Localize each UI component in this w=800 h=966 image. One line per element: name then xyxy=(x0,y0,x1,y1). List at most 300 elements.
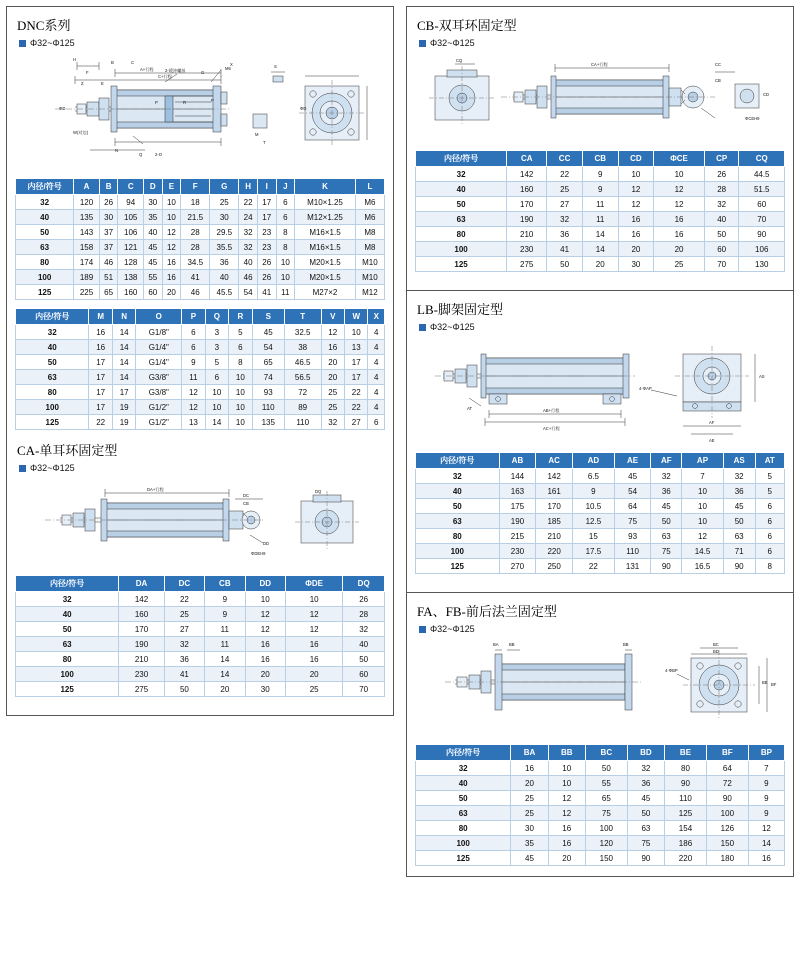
cell: 22 xyxy=(573,559,615,574)
cell: 20 xyxy=(654,242,705,257)
cell: 90 xyxy=(723,559,755,574)
table-row xyxy=(16,622,385,637)
cell: 63 xyxy=(416,514,500,529)
cell: 5 xyxy=(229,325,252,340)
cell: 17 xyxy=(257,210,276,225)
table-row xyxy=(416,182,785,197)
table-row xyxy=(16,415,385,430)
table-row xyxy=(16,355,385,370)
cell: 40 xyxy=(144,225,163,240)
table-row xyxy=(16,637,385,652)
cell: 80 xyxy=(16,385,89,400)
cell: 10 xyxy=(205,385,228,400)
col-header: AB xyxy=(499,453,536,469)
cell: M6 xyxy=(355,210,384,225)
table-row xyxy=(416,227,785,242)
cell: 13 xyxy=(182,415,205,430)
cell: 26 xyxy=(704,167,739,182)
cell: 10 xyxy=(682,484,724,499)
table-row xyxy=(16,370,385,385)
cell: 32 xyxy=(416,761,511,776)
cell: 38 xyxy=(284,340,321,355)
col-header: V xyxy=(321,309,344,325)
label-4-phiAP: 4-ΦAP xyxy=(639,386,652,391)
label-AE: AE xyxy=(709,438,715,443)
cell: 65 xyxy=(585,791,627,806)
label-P2: P xyxy=(155,100,158,105)
cell: 6.5 xyxy=(573,469,615,484)
cell: 41 xyxy=(181,270,210,285)
table-header-row xyxy=(416,151,785,167)
cell: M20×1.5 xyxy=(295,270,356,285)
cell: 25 xyxy=(321,400,344,415)
cell: 55 xyxy=(585,776,627,791)
cell: 22 xyxy=(239,195,258,210)
cell: 10 xyxy=(162,210,181,225)
table-row xyxy=(416,836,785,851)
label-CC: CC xyxy=(715,62,722,67)
cell: 35 xyxy=(511,836,548,851)
cell: 14 xyxy=(205,652,245,667)
cell: 170 xyxy=(536,499,573,514)
cell: 10 xyxy=(548,776,585,791)
cell: G1/2" xyxy=(136,400,182,415)
cell: 46 xyxy=(99,255,118,270)
cell: 20 xyxy=(618,242,654,257)
cell: 170 xyxy=(507,197,547,212)
cell: 9 xyxy=(748,776,784,791)
cell: 3 xyxy=(205,340,228,355)
cell: 45 xyxy=(651,499,682,514)
cell: 24 xyxy=(239,210,258,225)
cell: 32 xyxy=(16,325,89,340)
col-header: BF xyxy=(706,745,748,761)
cell: 54 xyxy=(614,484,651,499)
cell: 18 xyxy=(181,195,210,210)
label-CQ: CQ xyxy=(456,58,463,63)
cell: 6 xyxy=(276,210,295,225)
cell: G1/4" xyxy=(136,340,182,355)
cell: 20 xyxy=(548,851,585,866)
cell: 17 xyxy=(89,400,112,415)
cell: 22 xyxy=(164,592,204,607)
cell: 230 xyxy=(119,667,164,682)
cell: 230 xyxy=(507,242,547,257)
cell: 11 xyxy=(205,622,245,637)
cell: M12 xyxy=(355,285,384,300)
cell: 9 xyxy=(748,791,784,806)
cell: 6 xyxy=(368,415,385,430)
label-B: B xyxy=(111,60,114,65)
lb-table-wrap xyxy=(415,452,785,574)
ca-table-wrap xyxy=(15,575,385,697)
col-header: DD xyxy=(245,576,285,592)
cell: 100 xyxy=(585,821,627,836)
cell: 100 xyxy=(16,270,74,285)
cell: 158 xyxy=(74,240,100,255)
table-row xyxy=(416,761,785,776)
col-header: DC xyxy=(164,576,204,592)
col-header: X xyxy=(368,309,385,325)
cell: 11 xyxy=(205,637,245,652)
cell: 10 xyxy=(229,415,252,430)
cell: 34.5 xyxy=(181,255,210,270)
cell: 50 xyxy=(704,227,739,242)
section-fafb xyxy=(406,592,794,877)
cell: 25 xyxy=(654,257,705,272)
cell: 28 xyxy=(704,182,739,197)
cell: 22 xyxy=(89,415,112,430)
cell: 17.5 xyxy=(573,544,615,559)
cell: 60 xyxy=(144,285,163,300)
cell: 8 xyxy=(276,225,295,240)
cell: G3/8" xyxy=(136,385,182,400)
cell: 65 xyxy=(252,355,284,370)
label-phiDEH9: ΦDEH9 xyxy=(251,551,266,556)
col-header: DA xyxy=(119,576,164,592)
cell: M10×1.25 xyxy=(295,195,356,210)
cell: 25 xyxy=(321,385,344,400)
cell: 12 xyxy=(245,607,285,622)
cell: 40 xyxy=(416,484,500,499)
cell: 12 xyxy=(682,529,724,544)
col-header: Q xyxy=(205,309,228,325)
lb-drawing xyxy=(415,336,785,446)
cell: 215 xyxy=(499,529,536,544)
cell: 144 xyxy=(499,469,536,484)
cell: 7 xyxy=(748,761,784,776)
cell: 40 xyxy=(343,637,385,652)
cell: 45 xyxy=(252,325,284,340)
table-row xyxy=(416,851,785,866)
cell: 50 xyxy=(416,197,507,212)
table-row xyxy=(16,240,385,255)
cell: 9 xyxy=(205,607,245,622)
dnc-drawing-svg xyxy=(15,52,385,172)
table-row xyxy=(16,652,385,667)
cell: 8 xyxy=(276,240,295,255)
cell: 10 xyxy=(229,370,252,385)
cell: 16 xyxy=(654,212,705,227)
dnc-table-2-wrap xyxy=(15,308,385,430)
cell: 210 xyxy=(507,227,547,242)
col-header: AC xyxy=(536,453,573,469)
label-X: X xyxy=(230,62,233,67)
cell: 11 xyxy=(182,370,205,385)
dnc-table-1 xyxy=(15,178,385,300)
table-row xyxy=(16,325,385,340)
cell: 14 xyxy=(582,242,618,257)
cell: 12 xyxy=(182,400,205,415)
table-header-row xyxy=(16,309,385,325)
col-header: CA xyxy=(507,151,547,167)
cell: 32 xyxy=(416,469,500,484)
cell: 142 xyxy=(507,167,547,182)
cell: 125 xyxy=(16,285,74,300)
cell: 12 xyxy=(654,197,705,212)
label-phiCEH9: ΦCEH9 xyxy=(745,116,760,121)
cell: 65 xyxy=(99,285,118,300)
cell: 63 xyxy=(651,529,682,544)
cell: 40 xyxy=(210,270,239,285)
cell: 45 xyxy=(627,791,664,806)
cell: 120 xyxy=(74,195,100,210)
label-2O: 2-O xyxy=(155,152,162,157)
dnc-table-1-wrap xyxy=(15,178,385,300)
cell: 220 xyxy=(536,544,573,559)
label-CB: CB xyxy=(243,501,249,506)
col-header: CD xyxy=(618,151,654,167)
cell: 40 xyxy=(16,340,89,355)
label-AC-stroke: AC+行程 xyxy=(543,426,560,431)
cell: M10 xyxy=(355,255,384,270)
section-subtitle-text: Φ32~Φ125 xyxy=(30,38,75,48)
cell: 25 xyxy=(511,791,548,806)
cell: M10 xyxy=(355,270,384,285)
cell: 15 xyxy=(573,529,615,544)
label-AB-stroke: AB+行程 xyxy=(543,408,560,413)
label-AT: AT xyxy=(467,406,473,411)
table-row xyxy=(16,225,385,240)
cell: 125 xyxy=(416,559,500,574)
cell: M27×2 xyxy=(295,285,356,300)
table-row xyxy=(16,682,385,697)
cell: 275 xyxy=(119,682,164,697)
cell: 14 xyxy=(748,836,784,851)
cell: 190 xyxy=(119,637,164,652)
cell: 27 xyxy=(164,622,204,637)
cell: 80 xyxy=(16,255,74,270)
table-header-row xyxy=(416,745,785,761)
cell: 16 xyxy=(162,270,181,285)
col-header: AS xyxy=(723,453,755,469)
table-row xyxy=(416,242,785,257)
cell: 22 xyxy=(345,385,368,400)
cell: 220 xyxy=(665,851,707,866)
cell: 63 xyxy=(16,240,74,255)
cell: 90 xyxy=(739,227,785,242)
col-header: CC xyxy=(547,151,583,167)
cell: 186 xyxy=(665,836,707,851)
cell: 80 xyxy=(16,652,119,667)
cell: 54 xyxy=(252,340,284,355)
label-DA-stroke: DA+行程 xyxy=(147,487,164,492)
cell: 12 xyxy=(618,182,654,197)
cb-table-wrap xyxy=(415,150,785,272)
blue-square-icon xyxy=(19,40,26,47)
cell: 210 xyxy=(119,652,164,667)
cell: 16 xyxy=(321,340,344,355)
cell: 23 xyxy=(257,225,276,240)
col-header: BE xyxy=(665,745,707,761)
cell: 275 xyxy=(507,257,547,272)
cell: G3/8" xyxy=(136,370,182,385)
cell: 63 xyxy=(723,529,755,544)
cell: 32 xyxy=(321,415,344,430)
cell: 50 xyxy=(416,791,511,806)
table-row xyxy=(416,469,785,484)
cell: 17 xyxy=(112,385,135,400)
cell: 29.5 xyxy=(210,225,239,240)
cell: 125 xyxy=(16,682,119,697)
cell: 174 xyxy=(74,255,100,270)
cell: 105 xyxy=(118,210,144,225)
cell: 37 xyxy=(99,225,118,240)
section-title: FA、FB-前后法兰固定型 xyxy=(417,604,557,619)
cell: 125 xyxy=(416,257,507,272)
label-T: T xyxy=(263,140,266,145)
cell: 70 xyxy=(343,682,385,697)
cell: 51 xyxy=(99,270,118,285)
col-header: F xyxy=(181,179,210,195)
col-header: BP xyxy=(748,745,784,761)
cell: 4 xyxy=(368,355,385,370)
cell: 4 xyxy=(368,400,385,415)
cell: 41 xyxy=(547,242,583,257)
cell: 17 xyxy=(89,385,112,400)
table-row xyxy=(416,776,785,791)
cell: 25 xyxy=(285,682,342,697)
cell: 13 xyxy=(345,340,368,355)
table-row xyxy=(416,544,785,559)
blue-square-icon xyxy=(419,626,426,633)
cell: 63 xyxy=(627,821,664,836)
blue-square-icon xyxy=(419,40,426,47)
cell: 26 xyxy=(257,255,276,270)
section-title: LB-脚架固定型 xyxy=(417,302,503,317)
cell: 63 xyxy=(416,212,507,227)
col-header: 内径/符号 xyxy=(16,576,119,592)
cell: 32 xyxy=(416,167,507,182)
cell: 12 xyxy=(182,385,205,400)
cell: 100 xyxy=(706,806,748,821)
cell: 10 xyxy=(276,270,295,285)
cell: M12×1.25 xyxy=(295,210,356,225)
cell: 20 xyxy=(321,370,344,385)
cell: 26 xyxy=(257,270,276,285)
cell: 100 xyxy=(16,400,89,415)
cell: 130 xyxy=(739,257,785,272)
cell: 12 xyxy=(548,791,585,806)
cell: 9 xyxy=(205,592,245,607)
cell: 14 xyxy=(112,340,135,355)
cell: 50 xyxy=(547,257,583,272)
cell: 16.5 xyxy=(682,559,724,574)
cell: 10 xyxy=(682,499,724,514)
cell: 142 xyxy=(536,469,573,484)
ca-table xyxy=(15,575,385,697)
cell: 110 xyxy=(614,544,651,559)
cell: 185 xyxy=(536,514,573,529)
cell: 6 xyxy=(755,499,784,514)
col-header: AT xyxy=(755,453,784,469)
cell: 175 xyxy=(499,499,536,514)
table-header-row xyxy=(16,576,385,592)
table-row xyxy=(16,607,385,622)
cell: 90 xyxy=(627,851,664,866)
blue-square-icon xyxy=(19,465,26,472)
table-row xyxy=(416,499,785,514)
cell: 10 xyxy=(654,167,705,182)
col-header: BB xyxy=(548,745,585,761)
cell: 36 xyxy=(723,484,755,499)
cell: 10 xyxy=(205,400,228,415)
cell: 16 xyxy=(245,652,285,667)
lb-table xyxy=(415,452,785,574)
label-CD: CD xyxy=(763,92,770,97)
cell: 80 xyxy=(416,227,507,242)
col-header: ΦDE xyxy=(285,576,342,592)
cell: 32 xyxy=(239,240,258,255)
cell: 6 xyxy=(182,325,205,340)
col-header: P xyxy=(182,309,205,325)
cell: 9 xyxy=(582,167,618,182)
label-BC: BC xyxy=(713,642,719,647)
cell: 60 xyxy=(739,197,785,212)
section-subtitle xyxy=(419,624,785,634)
cell: 270 xyxy=(499,559,536,574)
cell: 16 xyxy=(89,325,112,340)
cell: G1/2" xyxy=(136,415,182,430)
label-DD: DD xyxy=(263,541,270,546)
cell: 17 xyxy=(89,370,112,385)
label-AS: AS xyxy=(759,374,765,379)
col-header: O xyxy=(136,309,182,325)
cell: 40 xyxy=(239,255,258,270)
label-DC: DC xyxy=(243,493,250,498)
cell: 50 xyxy=(651,514,682,529)
cell: 32 xyxy=(723,469,755,484)
cell: 10 xyxy=(618,167,654,182)
label-4-phiBP: 4-ΦBP xyxy=(665,668,678,673)
cell: 80 xyxy=(665,761,707,776)
cell: 90 xyxy=(706,791,748,806)
cell: 16 xyxy=(162,255,181,270)
col-header: M xyxy=(89,309,112,325)
cell: 30 xyxy=(144,195,163,210)
cell: 16 xyxy=(748,851,784,866)
table-row xyxy=(16,255,385,270)
cell: 10 xyxy=(345,325,368,340)
cell: M8 xyxy=(355,240,384,255)
cell: 55 xyxy=(144,270,163,285)
cell: 36 xyxy=(547,227,583,242)
blue-square-icon xyxy=(419,324,426,331)
section-subtitle-text: Φ32~Φ125 xyxy=(430,624,475,634)
right-column xyxy=(406,6,794,885)
section-title: DNC系列 xyxy=(17,18,71,33)
label-CB: CB xyxy=(715,78,721,83)
col-header: CP xyxy=(704,151,739,167)
label-H: H xyxy=(73,57,77,62)
label-AF: AF xyxy=(709,420,715,425)
cell: 90 xyxy=(651,559,682,574)
col-header: 内径/符号 xyxy=(416,745,511,761)
cell: 9 xyxy=(748,806,784,821)
cell: 142 xyxy=(119,592,164,607)
cell: 25 xyxy=(164,607,204,622)
cell: 46.5 xyxy=(284,355,321,370)
cell: 12.5 xyxy=(573,514,615,529)
label-DQ: DQ xyxy=(315,489,322,494)
label-BA: BA xyxy=(493,642,499,647)
table-row xyxy=(16,385,385,400)
cell: 28 xyxy=(181,240,210,255)
cell: 180 xyxy=(706,851,748,866)
col-header: AE xyxy=(614,453,651,469)
cell: 100 xyxy=(16,667,119,682)
table-row xyxy=(16,195,385,210)
